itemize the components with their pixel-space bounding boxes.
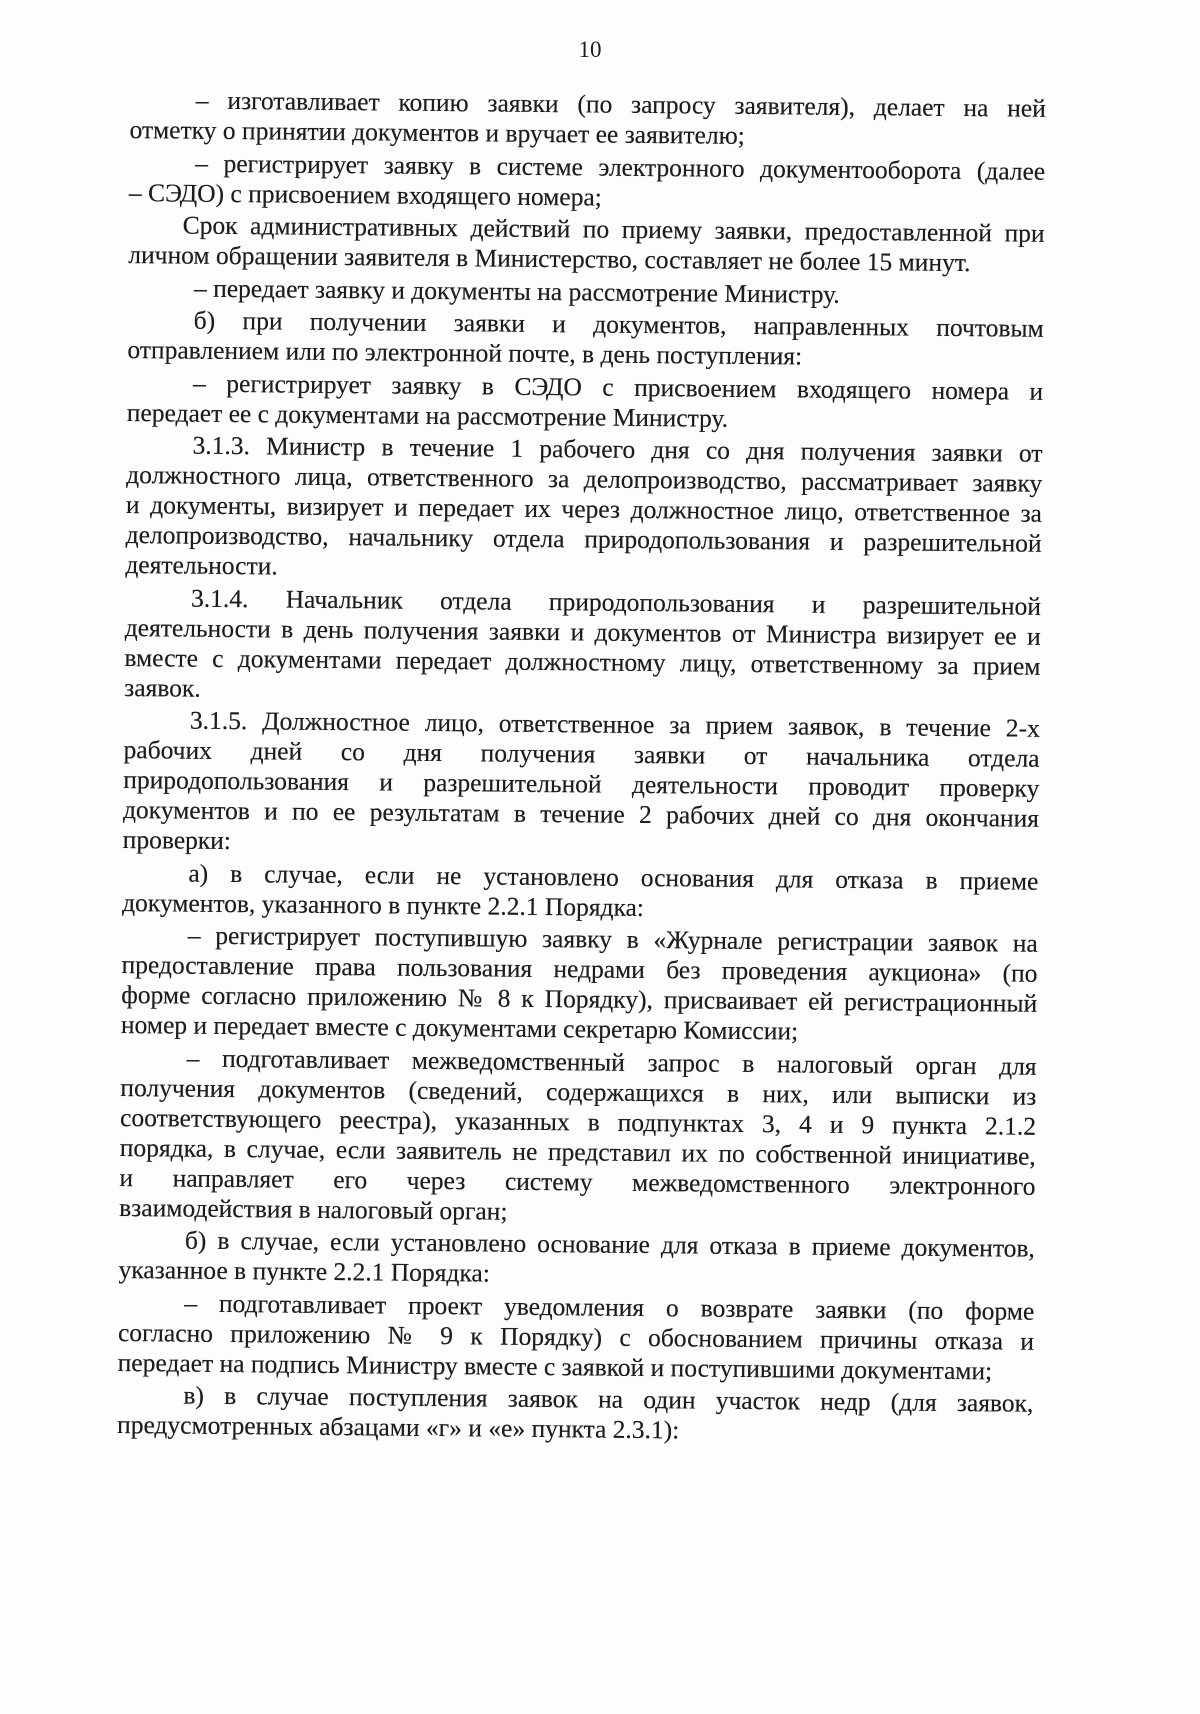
text-line: деятельности в день получения заявки и документов от Министра визирует ее и <box>124 612 1041 651</box>
paragraph <box>118 1287 1035 1386</box>
text-line: порядка, в случае, если заявитель не представил их по собственной инициативе, <box>119 1132 1036 1171</box>
page-number: 10 <box>578 37 602 62</box>
text-line: взаимодействия в налоговый орган; <box>119 1192 508 1226</box>
text-line: – регистрирует поступившую заявку в «Журнале регистрации заявок на <box>187 920 1038 958</box>
text-line: в) в случае поступления заявок на один участок недр (для заявок, <box>183 1380 1034 1418</box>
text-line: передает на подпись Министру вместе с заявкой и поступившими документами; <box>117 1347 993 1385</box>
text-line: и документы, визирует и передает их через должностное лицо, ответственное за <box>125 489 1043 528</box>
paragraph <box>119 1042 1037 1231</box>
text-line: рабочих дней со дня получения заявки от начальника отдела <box>123 734 1040 773</box>
text-line: деятельности. <box>125 549 278 581</box>
paragraph <box>129 85 1046 154</box>
text-line: соответствующего реестра), указанных в подпунктах 3, 4 и 9 пункта 2.1.2 <box>119 1102 1037 1141</box>
text-line: отметку о принятии документов и вручает ее заявителю; <box>129 114 745 150</box>
text-line: делопроизводство, начальнику отдела природопользования и разрешительной <box>125 519 1042 558</box>
text-line: должностного лица, ответственного за делопроизводство, рассматривает заявку <box>126 459 1043 498</box>
text-line: передает ее с документами на рассмотрение Министру. <box>126 397 729 433</box>
text-line: отправлением или по электронной почте, в день поступления: <box>127 334 803 371</box>
text-line: документов, указанного в пункте 2.2.1 Порядка: <box>122 887 645 922</box>
text-line: б) в случае, если установлено основание для отказа в приеме документов, <box>184 1225 1036 1263</box>
text-line: документов и по ее результатам в течение 2 рабочих дней со дня окончания <box>122 794 1040 833</box>
text-line: получения документов (сведений, содержащихся в них, или выписки из <box>120 1072 1037 1111</box>
text-line: – СЭДО) с присвоением входящего номера; <box>128 177 602 212</box>
text-line: указанное в пункте 2.2.1 Порядка: <box>118 1254 491 1288</box>
paragraph <box>129 147 1046 216</box>
text-line: личном обращении заявителя в Министерство, составляет не более 15 минут. <box>128 239 971 278</box>
text-line: предоставление права пользования недрами без проведения аукциона» (по <box>121 949 1038 988</box>
text-line: вместе с документами передает должностному лицу, ответственному за прием <box>124 642 1041 681</box>
text-line: проверки: <box>122 824 232 856</box>
text-line: Срок административных действий по приему заявки, предоставленной при <box>182 210 1045 248</box>
text-line: – передает заявку и документы на рассмотрение Министру. <box>193 273 840 309</box>
text-line: предусмотренных абзацами «г» и «е» пункта 2.3.1): <box>117 1409 680 1445</box>
paragraph <box>125 430 1042 589</box>
text-line: заявок. <box>124 672 201 703</box>
text-line: а) в случае, если не установлено основания для отказа в приеме <box>188 858 1039 896</box>
text-line: – изготавливает копию заявки (по запросу заявителя), делает на ней <box>195 85 1046 123</box>
text-line: природопользования и разрешительной деятельности проводит проверку <box>123 764 1040 803</box>
text-line: – подготавливает проект уведомления о возврате заявки (по форме <box>184 1288 1035 1326</box>
paragraph <box>123 705 1040 864</box>
text-line: согласно приложению № 9 к Порядку) с обоснованием причины отказа и <box>117 1317 1035 1356</box>
paragraph <box>124 582 1041 711</box>
text-line: – регистрирует заявку в СЭДО с присвоением входящего номера и <box>193 368 1044 406</box>
text-line: и направляет его через систему межведомственного электронного <box>119 1162 1036 1201</box>
text-line: 3.1.5. Должностное лицо, ответственное за прием заявок, в течение 2-х <box>189 705 1041 743</box>
paragraph <box>121 920 1038 1049</box>
paragraph <box>118 1225 1035 1294</box>
paragraph <box>122 857 1039 926</box>
paragraph <box>117 1380 1034 1449</box>
paragraph <box>128 210 1045 279</box>
text-line: форме согласно приложению № 8 к Порядку), присваивает ей регистрационный <box>121 979 1038 1018</box>
text-line: – подготавливает межведомственный запрос в налоговый орган для <box>186 1043 1037 1081</box>
text-line: 3.1.4. Начальник отдела природопользования и разрешительной <box>190 583 1042 621</box>
text-line: б) при получении заявки и документов, направленных почтовым <box>193 305 1044 343</box>
text-line: номер и передает вместе с документами секретарю Комиссии; <box>120 1009 799 1046</box>
text-line: – регистрирует заявку в системе электронного документооборота (далее <box>195 148 1046 186</box>
text-line: 3.1.3. Министр в течение 1 рабочего дня со дня получения заявки от <box>192 430 1043 468</box>
paragraph <box>127 305 1044 374</box>
document-body <box>117 85 1046 1449</box>
paragraph <box>127 367 1044 436</box>
